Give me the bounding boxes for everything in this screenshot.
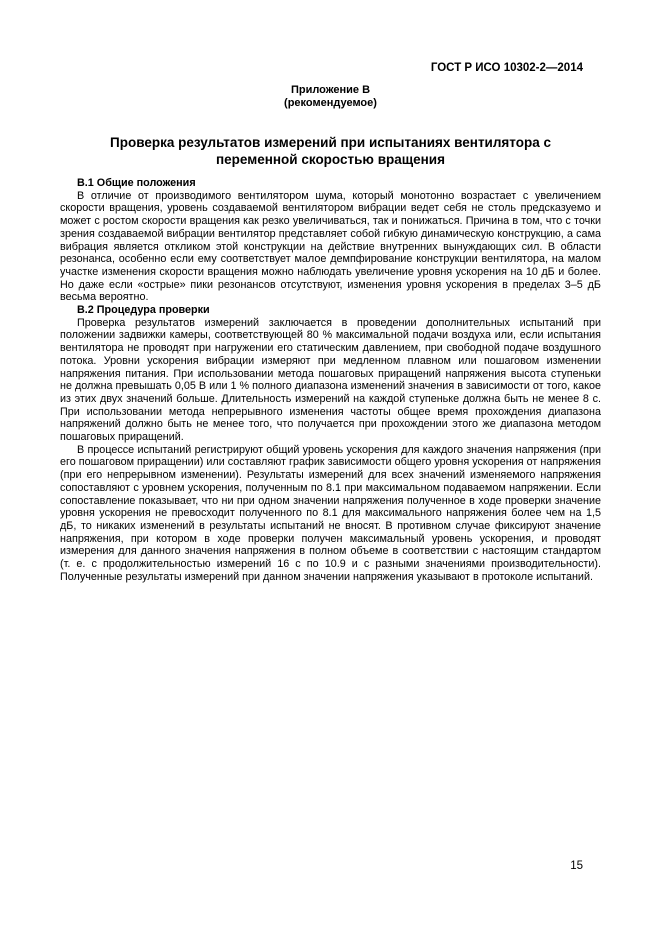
annex-title	[60, 134, 601, 168]
section-heading: В.1 Общие положения	[77, 177, 196, 189]
paragraph: В процессе испытаний регистрируют общий уровень ускорения для каждого значения напряжения (при его пошаговом приращении) или составляют график зависимости общего уровня ускорения от напряжения (при его непрерывном изменении). Результаты измерений для всех значений изменяемого напряжения сопоставляют с уровнем ускорения, полученным по 8.1 при максимальном подаваемом напряжении. Если сопоставление показывает, что ни при одном значении напряжения полученное в ходе проверки значение уровня ускорения не превосходит полученного по 8.1 для максимального напряжения более чем на 1,5 дБ, то никаких изменений в результаты испытаний не вносят. В противном случае фиксируют значение напряжения, при котором в ходе проверки получен максимальный уровень ускорения, и проводят измерения для данного значения напряжения в полном объеме в соответствии с настоящим стандартом (т. е. с продолжительностью измерений 16 с по 10.9 и с разными значениями производительности). Полученные результаты измерений при данном значении напряжения указывают в протоколе испытаний.	[60, 443, 601, 583]
annex-label: Приложение В	[290, 84, 371, 96]
page-number: 15	[570, 860, 583, 872]
document-code: ГОСТ Р ИСО 10302-2—2014	[430, 62, 583, 74]
paragraph: Проверка результатов измерений заключается в проведении дополнительных испытаний при положении задвижки камеры, соответствующей 80 % максимальной подачи воздуха или, если испытания вентилятора не проводят при нагружении его статическим давлением, при свободной подаче воздушного потока. Уровни ускорения вибрации измеряют при медленном плавном или пошаговом изменении напряжения питания. При использовании метода пошаговых приращений напряжения высота ступеньки не должна превышать 0,05 В или 1 % полного диапазона изменений значения в зависимости от того, какое из этих двух значений больше. Длительность измерений на каждой ступеньке должна быть не менее 8 с. При использовании метода непрерывного изменения частоты общее время прохождения диапазона напряжений должно быть не менее того, что получается при прохождении этого же диапазона методом пошаговых приращений.	[60, 316, 601, 444]
annex-body	[60, 177, 601, 584]
annex-title-line-2: переменной скоростью вращения	[216, 152, 445, 167]
annex-heading	[0, 84, 661, 110]
paragraph: В отличие от производимого вентилятором шума, который монотонно возрастает с увеличением скорости вращения, уровень создаваемой вентилятором вибрации ведет себя не столь предсказуемо и может с ростом скорости вращения как резко увеличиваться, так и понижаться. Причина в том, что с точки зрения создаваемой вибрации вентилятор представляет собой гибкую динамическую конструкцию, а сама вибрация является откликом этой конструкции на действие внутренних вынуждающих сил. В области резонанса, особенно если ему соответствует малое демпфирование конструкции вентилятора, на малом участке изменения скорости вращения можно наблюдать увеличение уровня ускорения на 10 дБ и более. Но даже если «острые» пики резонансов отсутствуют, изменения уровня ускорения в пределах 3–5 дБ весьма вероятно.	[60, 189, 601, 304]
annex-status: (рекомендуемое)	[284, 97, 377, 109]
annex-title-line-1: Проверка результатов измерений при испытаниях вентилятора с	[110, 135, 551, 150]
section-heading: В.2 Процедура проверки	[77, 304, 210, 317]
section-general	[60, 177, 601, 304]
section-procedure	[60, 304, 601, 583]
